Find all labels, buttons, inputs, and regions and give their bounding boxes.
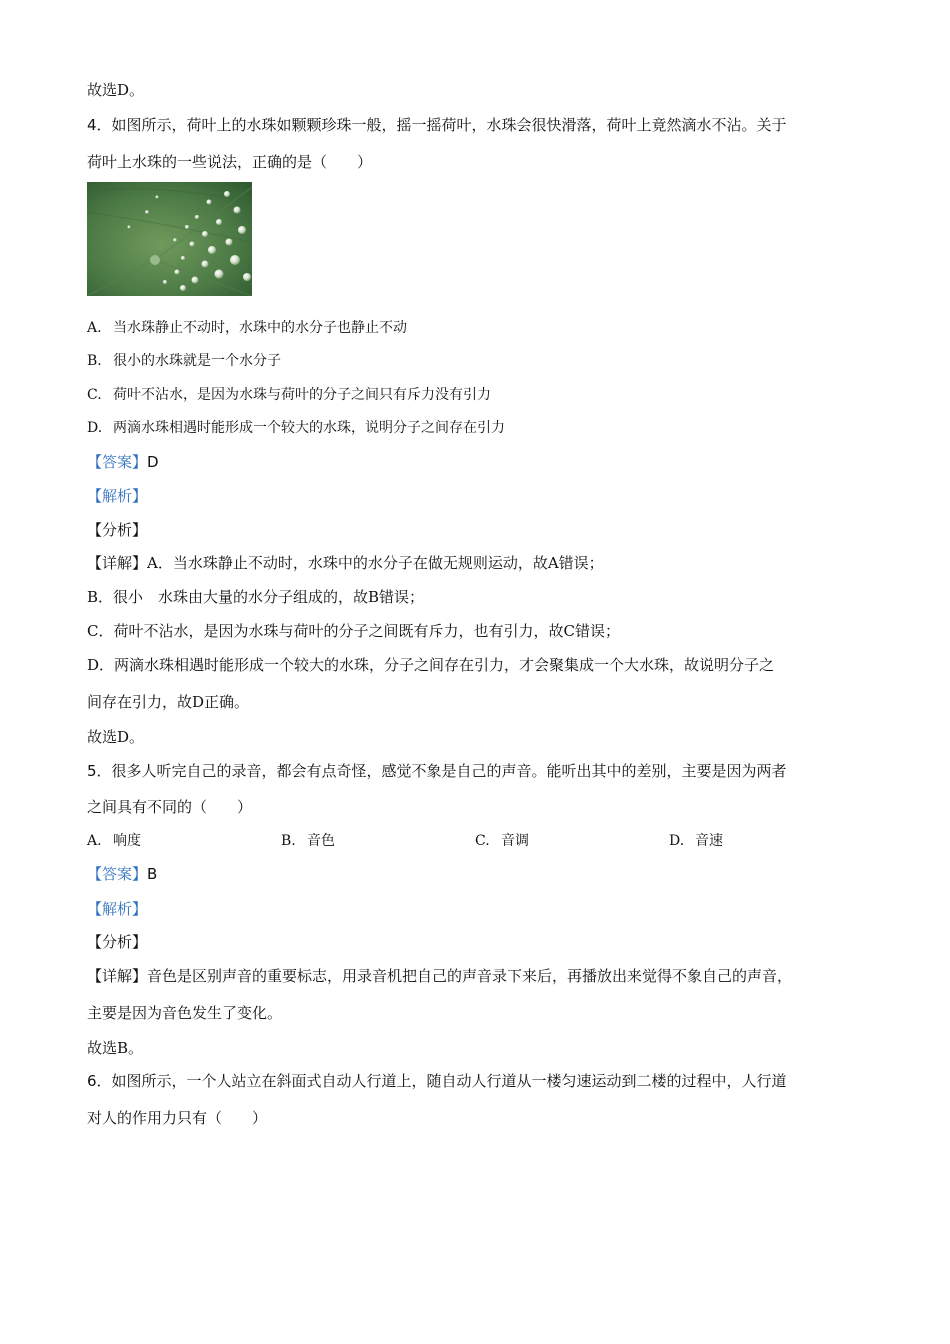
option-text: 很小的水珠就是一个水分子 — [113, 353, 281, 369]
question-4-option-d — [87, 418, 505, 438]
option-label: D. — [669, 833, 685, 849]
question-4-option-c — [87, 385, 491, 405]
question-4-detail-4-cont: 间存在引力，故D正确。 — [87, 693, 250, 711]
question-text: ．如图所示，荷叶上的水珠如颗颗珍珠一般，摇一摇荷叶，水珠会很快滑落，荷叶上竟然滴水不沾。关于 — [96, 116, 787, 134]
question-4-stem-cont: 荷叶上水珠的一些说法，正确的是（ ） — [87, 153, 373, 171]
question-4-option-a — [87, 318, 407, 338]
question-5-stem — [87, 761, 787, 781]
question-6-stem — [87, 1071, 787, 1091]
detail-text: A．当水珠静止不动时，水珠中的水分子在做无规则运动，故A错误； — [147, 554, 604, 572]
detail-tag: 【详解】 — [87, 554, 148, 572]
option-label: D. — [87, 420, 103, 436]
question-4-stem — [87, 115, 787, 135]
question-5-fenxi-tag: 【分析】 — [87, 933, 148, 951]
lotus-leaf-image — [87, 182, 252, 296]
question-5-detail-2: 主要是因为音色发生了变化。 — [87, 1004, 283, 1022]
question-4-fenxi-tag: 【分析】 — [87, 521, 148, 539]
text-line: 故选D。 — [87, 81, 145, 99]
option-label: C. — [475, 833, 490, 849]
question-4-detail-2: B．很小 水珠由大量的水分子组成的，故B错误； — [87, 588, 425, 606]
answer-tag: 【答案】 — [87, 865, 148, 883]
question-text: ．如图所示，一个人站立在斜面式自动人行道上，随自动人行道从一楼匀速运动到二楼的过程中，人行道 — [96, 1072, 787, 1090]
answer-value: B — [147, 865, 158, 883]
option-text: 音速 — [695, 833, 723, 849]
option-label: A. — [87, 320, 102, 336]
option-text: 当水珠静止不动时，水珠中的水分子也静止不动 — [113, 320, 407, 336]
detail-tag: 【详解】 — [87, 967, 148, 985]
question-4-detail-1 — [87, 553, 604, 573]
answer-value: D — [147, 453, 159, 471]
question-5-option-d — [669, 831, 723, 851]
option-label: B. — [281, 833, 296, 849]
question-6-stem-cont: 对人的作用力只有（ ） — [87, 1109, 268, 1127]
question-4-choose: 故选D。 — [87, 728, 145, 746]
question-5-option-c — [475, 831, 529, 851]
option-text: 荷叶不沾水，是因为水珠与荷叶的分子之间只有斥力没有引力 — [113, 387, 491, 403]
option-label: B. — [87, 353, 102, 369]
question-5-stem-cont: 之间具有不同的（ ） — [87, 798, 253, 816]
option-text: 音色 — [307, 833, 335, 849]
question-5-detail-1 — [87, 966, 792, 986]
question-4-detail-3: C．荷叶不沾水，是因为水珠与荷叶的分子之间既有斥力，也有引力，故C错误； — [87, 622, 620, 640]
question-number: 5 — [87, 762, 97, 780]
lotus-leaf-photo — [87, 182, 252, 296]
option-text: 音调 — [501, 833, 529, 849]
question-4-detail-4: D．两滴水珠相遇时能形成一个较大的水珠，分子之间存在引力，才会聚集成一个大水珠，故说明分子之 — [87, 656, 775, 674]
question-4-option-b — [87, 351, 281, 371]
question-5-option-a — [87, 831, 141, 851]
question-number: 6 — [87, 1072, 97, 1090]
question-5-choose: 故选B。 — [87, 1039, 144, 1057]
option-text: 两滴水珠相遇时能形成一个较大的水珠，说明分子之间存在引力 — [113, 420, 505, 436]
question-4-analysis-tag: 【解析】 — [87, 487, 148, 505]
question-5-option-b — [281, 831, 335, 851]
detail-text: 音色是区别声音的重要标志，用录音机把自己的声音录下来后，再播放出来觉得不象自己的声音， — [147, 967, 793, 985]
option-label: A. — [87, 833, 102, 849]
question-number: 4 — [87, 116, 97, 134]
question-text: ．很多人听完自己的录音，都会有点奇怪，感觉不象是自己的声音。能听出其中的差别，主要是因为两者 — [96, 762, 787, 780]
question-5-analysis-tag: 【解析】 — [87, 900, 148, 918]
question-5-answer — [87, 864, 157, 884]
question-4-answer — [87, 452, 159, 472]
answer-tag: 【答案】 — [87, 453, 148, 471]
option-label: C. — [87, 387, 102, 403]
option-text: 响度 — [113, 833, 141, 849]
